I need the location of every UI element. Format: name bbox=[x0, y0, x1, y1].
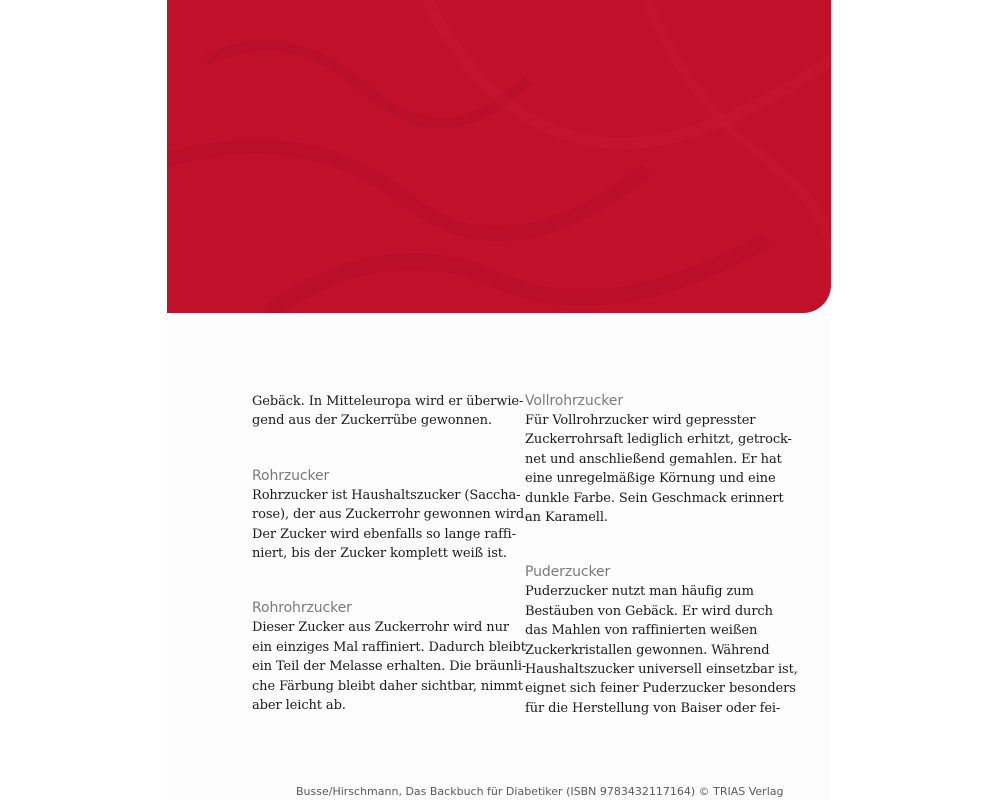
text-line: ein Teil der Melasse erhalten. Die bräunli- bbox=[252, 659, 527, 675]
text-line: Dieser Zucker aus Zuckerrohr wird nur bbox=[252, 620, 509, 636]
text-line: Haushaltszucker universell einsetzbar ist, bbox=[525, 662, 798, 678]
text-line: Zuckerrohrsaft lediglich erhitzt, getrock- bbox=[525, 432, 792, 448]
text-line: rose), der aus Zuckerrohr gewonnen wird. bbox=[252, 507, 529, 523]
text-line: eignet sich feiner Puderzucker besonders bbox=[525, 681, 796, 697]
right-text-column bbox=[525, 392, 798, 718]
text-line: che Färbung bleibt daher sichtbar, nimmt bbox=[252, 678, 523, 694]
text-line: Für Vollrohrzucker wird gepresster bbox=[525, 413, 756, 428]
section-heading-vollrohrzucker: Vollrohrzucker bbox=[525, 393, 623, 409]
section-heading-puderzucker: Puderzucker bbox=[525, 564, 611, 581]
paragraph-rohrzucker bbox=[252, 486, 529, 564]
text-line: ein einziges Mal raffiniert. Dadurch bleibt bbox=[252, 639, 526, 655]
text-line: Der Zucker wird ebenfalls so lange raffi- bbox=[252, 526, 516, 542]
text-line: dunkle Farbe. Sein Geschmack erinnert bbox=[525, 490, 784, 506]
left-text-column bbox=[252, 392, 529, 715]
text-line: Puderzucker nutzt man häufig zum bbox=[525, 584, 754, 600]
text-line: niert, bis der Zucker komplett weiß ist. bbox=[252, 546, 507, 562]
text-line: net und anschließend gemahlen. Er hat bbox=[525, 451, 782, 467]
intro-paragraph bbox=[252, 392, 524, 431]
text-line: eine unregelmäßige Körnung und eine bbox=[525, 471, 776, 487]
paragraph-rohrohrzucker bbox=[252, 618, 527, 715]
text-line: aber leicht ab. bbox=[252, 698, 346, 714]
copyright-footer: Busse/Hirschmann, Das Backbuch für Diabetiker (ISBN 9783432117164) © TRIAS Verlag bbox=[296, 785, 784, 798]
text-line: das Mahlen von raffinierten weißen bbox=[525, 623, 758, 639]
paragraph-vollrohrzucker bbox=[525, 411, 792, 527]
section-heading-rohrohrzucker: Rohrohrzucker bbox=[252, 600, 352, 617]
text-line: für die Herstellung von Baiser oder fei- bbox=[525, 700, 781, 716]
paragraph-puderzucker bbox=[525, 582, 798, 718]
text-line: gend aus der Zuckerrübe gewonnen. bbox=[252, 413, 492, 429]
text-line: Gebäck. In Mitteleuropa wird er überwie- bbox=[252, 394, 524, 409]
texture-overlay bbox=[167, 0, 831, 313]
text-line: Zuckerkristallen gewonnen. Während bbox=[525, 642, 770, 658]
text-line: Rohrzucker ist Haushaltszucker (Saccha- bbox=[252, 487, 521, 503]
text-line: an Karamell. bbox=[525, 510, 608, 526]
section-heading-rohrzucker: Rohrzucker bbox=[252, 467, 330, 484]
red-photo-image bbox=[167, 0, 831, 313]
text-line: Bestäuben von Gebäck. Er wird durch bbox=[525, 603, 773, 619]
